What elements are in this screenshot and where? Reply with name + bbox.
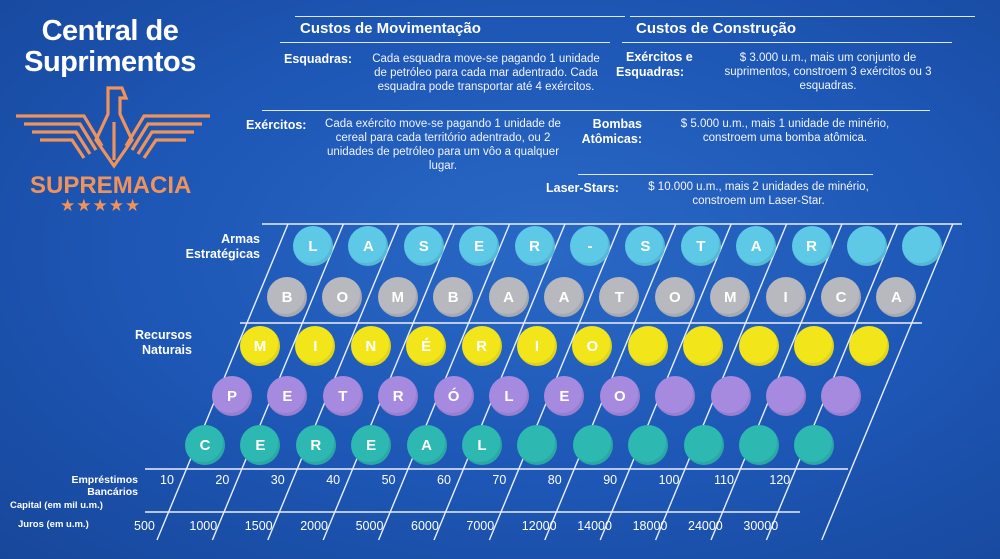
board-cell-bomba[interactable]: A <box>544 277 584 317</box>
brand-logo: SUPREMACIA <box>30 172 192 199</box>
board-cell-petroleo[interactable] <box>655 376 695 416</box>
bombas-text: $ 5.000 u.m., mais 1 unidade de minério, constroem uma bomba atômica. <box>680 118 890 144</box>
board-cell-petroleo[interactable]: E <box>544 376 584 416</box>
board-cell-minerio[interactable]: É <box>406 326 446 366</box>
loan-value: 80 <box>547 473 562 487</box>
exercitos-label: Exércitos: <box>246 118 307 132</box>
bombas-label-1: Bombas <box>592 117 642 131</box>
armas-label-2: Estratégicas <box>185 247 260 261</box>
emprestimos-label-1: Empréstimos <box>71 474 138 486</box>
board-cell-minerio[interactable] <box>794 326 834 366</box>
board-cell-minerio[interactable]: M <box>240 326 280 366</box>
construction-header: Custos de Construção <box>636 20 797 37</box>
board-cell-laser[interactable]: E <box>459 226 499 266</box>
board-cell-minerio[interactable]: N <box>351 326 391 366</box>
board-cell-cereal[interactable]: L <box>462 425 502 465</box>
board-cell-cereal[interactable]: A <box>407 425 447 465</box>
armas-label-1: Armas <box>221 232 260 246</box>
board-cell-minerio[interactable]: I <box>295 326 335 366</box>
board-cell-bomba[interactable]: B <box>267 277 307 317</box>
loan-value: 10 <box>160 473 174 487</box>
title-line-2: Suprimentos <box>24 46 196 78</box>
board-cell-cereal[interactable] <box>739 425 779 465</box>
board-cell-petroleo[interactable] <box>711 376 751 416</box>
board-cell-bomba[interactable]: O <box>322 277 362 317</box>
board-cell-petroleo[interactable]: Ó <box>434 376 474 416</box>
squadras-label: Esquadras: <box>284 52 353 66</box>
armas-estrategicas-label <box>150 232 260 262</box>
board-cell-laser[interactable]: S <box>404 226 444 266</box>
bombas-label-2: Atômicas: <box>581 132 642 146</box>
exercitos-esquadras-label-2: Esquadras: <box>616 65 685 79</box>
interest-value: 12000 <box>521 519 557 533</box>
juros-label: Juros (em u.m.) <box>18 519 89 530</box>
board-cell-minerio[interactable] <box>739 326 779 366</box>
board-cell-laser[interactable]: T <box>681 226 721 266</box>
loan-value: 50 <box>381 473 396 487</box>
loan-value: 30 <box>270 473 285 487</box>
loan-value: 70 <box>492 473 507 487</box>
loan-value: 20 <box>215 473 230 487</box>
board-cell-petroleo[interactable] <box>766 376 806 416</box>
board-cell-petroleo[interactable]: R <box>378 376 418 416</box>
exercitos-esquadras-label-1: Exércitos e <box>626 50 693 64</box>
loan-value: 110 <box>714 473 734 487</box>
board-cell-laser[interactable]: L <box>293 226 333 266</box>
board-cell-bomba[interactable]: C <box>821 277 861 317</box>
rating-stars-icon: ★★★★★ <box>60 196 142 215</box>
board-cell-laser[interactable]: - <box>570 226 610 266</box>
laser-stars-text: $ 10.000 u.m., mais 2 unidades de minério, constroem um Laser-Star. <box>648 181 869 207</box>
interest-value: 6000 <box>411 519 439 533</box>
interest-value: 24000 <box>688 519 723 533</box>
board-cell-petroleo[interactable]: T <box>323 376 363 416</box>
interest-value: 7000 <box>466 519 495 533</box>
board-cell-bomba[interactable]: I <box>766 277 806 317</box>
board-cell-cereal[interactable] <box>628 425 668 465</box>
board-cell-minerio[interactable]: O <box>572 326 612 366</box>
board-cell-minerio[interactable] <box>628 326 668 366</box>
interest-value: 2000 <box>300 519 328 533</box>
board-cell-minerio[interactable]: R <box>462 326 502 366</box>
emprestimos-label <box>28 474 138 498</box>
board-cell-laser[interactable]: R <box>515 226 555 266</box>
interest-value: 30000 <box>743 519 779 533</box>
board-cell-bomba[interactable]: M <box>710 277 750 317</box>
recursos-label-1: Recursos <box>135 328 192 342</box>
exercitos-esquadras-text: $ 3.000 u.m., mais um conjunto de suprimentos, constroem 3 exércitos ou 3 esquadras. <box>724 52 932 92</box>
loan-value: 90 <box>603 473 618 487</box>
board-cell-petroleo[interactable]: P <box>212 376 252 416</box>
board-cell-cereal[interactable]: E <box>240 425 280 465</box>
board-cell-laser[interactable] <box>847 226 887 266</box>
board-cell-laser[interactable]: R <box>792 226 832 266</box>
board-cell-cereal[interactable] <box>684 425 724 465</box>
board-cell-bomba[interactable]: A <box>489 277 529 317</box>
loan-value: 40 <box>326 473 341 487</box>
interest-value: 1500 <box>244 519 273 533</box>
interest-value: 18000 <box>632 519 668 533</box>
laser-stars-label: Laser-Stars: <box>546 181 619 195</box>
board-cell-cereal[interactable]: E <box>351 425 391 465</box>
board-cell-cereal[interactable]: R <box>296 425 336 465</box>
board-cell-cereal[interactable] <box>573 425 613 465</box>
board-cell-bomba[interactable]: T <box>599 277 639 317</box>
emprestimos-label-2: Bancários <box>87 486 138 498</box>
interest-value: 500 <box>134 519 155 533</box>
loan-value: 60 <box>437 473 451 487</box>
board-cell-petroleo[interactable]: L <box>489 376 529 416</box>
board-cell-laser[interactable]: A <box>348 226 388 266</box>
squadras-text: Cada esquadra move-se pagando 1 unidade de petróleo para cada mar adentrado. Cada esquadra pode transportar até 4 exércitos. <box>372 53 600 93</box>
board-cell-bomba[interactable]: O <box>655 277 695 317</box>
title-line-1: Central de <box>41 15 179 47</box>
board-cell-laser[interactable]: S <box>625 226 665 266</box>
board-cell-minerio[interactable] <box>683 326 723 366</box>
loan-value: 100 <box>658 473 680 487</box>
board-cell-minerio[interactable]: I <box>517 326 557 366</box>
board-cell-bomba[interactable]: M <box>378 277 418 317</box>
board-cell-petroleo[interactable]: E <box>267 376 307 416</box>
movement-header: Custos de Movimentação <box>300 20 481 37</box>
interest-value: 1000 <box>189 519 218 533</box>
exercitos-text: Cada exército move-se pagando 1 unidade de cereal para cada território adentrado, ou 2 unidades de petróleo para um vôo a qualquer lugar. <box>325 118 561 172</box>
board-cell-bomba[interactable]: A <box>876 277 916 317</box>
board-cell-cereal[interactable]: C <box>185 425 225 465</box>
recursos-label-2: Naturais <box>141 343 192 357</box>
loan-value: 120 <box>769 473 791 487</box>
board-cell-petroleo[interactable]: O <box>600 376 640 416</box>
board-cell-bomba[interactable]: B <box>433 277 473 317</box>
interest-value: 14000 <box>577 519 612 533</box>
interest-value: 5000 <box>355 519 384 533</box>
capital-label: Capital (em mil u.m.) <box>10 500 103 511</box>
recursos-naturais-label <box>80 328 192 358</box>
board-cell-laser[interactable]: A <box>736 226 776 266</box>
